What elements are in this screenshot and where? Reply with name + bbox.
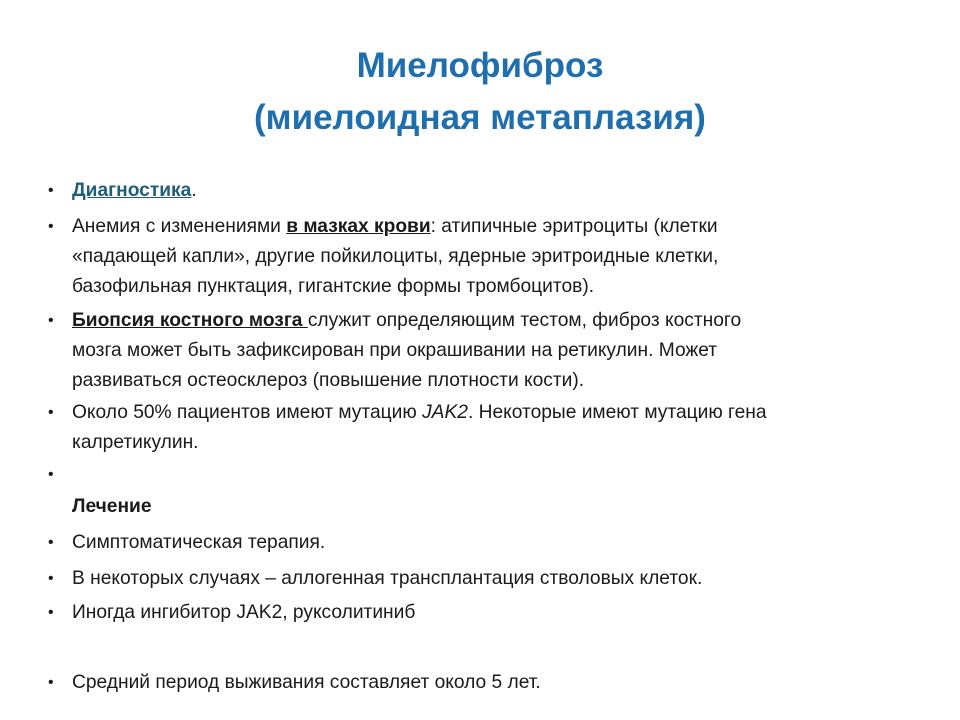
bullet-text: Иногда ингибитор JAK2, руксолитиниб bbox=[72, 602, 416, 623]
title-line-1: Миелофиброз bbox=[356, 46, 604, 85]
biopsy-line-3: развиваться остеосклероз (повышение плотности кости). bbox=[72, 370, 585, 391]
biopsy-bold: Биопсия костного мозга bbox=[72, 310, 308, 331]
treatment-heading: Лечение bbox=[72, 496, 152, 517]
bullet-dot: • bbox=[48, 570, 54, 587]
bullet-survival bbox=[48, 668, 898, 698]
anemia-line-3: базофильная пунктация, гигантские формы тромбоцитов). bbox=[72, 276, 595, 297]
slide-title bbox=[80, 40, 880, 144]
bullet-transplant bbox=[48, 564, 898, 594]
biopsy-rest: служит определяющим тестом, фиброз костного bbox=[307, 310, 742, 331]
mutation-pre: Около 50% пациентов имеют мутацию bbox=[72, 402, 423, 423]
anemia-bold: в мазках крови bbox=[286, 216, 431, 237]
anemia-line-2: «падающей капли», другие пойкилоциты, ядерные эритроидные клетки, bbox=[72, 246, 719, 267]
bullet-diagnostics bbox=[48, 176, 898, 206]
bullet-symptomatic bbox=[48, 528, 898, 558]
bullet-text bbox=[72, 398, 898, 458]
diagnostics-link[interactable]: Диагностика bbox=[72, 180, 192, 201]
bullet-dot: • bbox=[48, 674, 54, 691]
bullet-text: В некоторых случаях – аллогенная трансплантация стволовых клеток. bbox=[72, 568, 703, 589]
bullet-text: Средний период выживания составляет около 5 лет. bbox=[72, 672, 541, 693]
bullet-text bbox=[72, 212, 898, 302]
bullet-biopsy bbox=[48, 306, 898, 396]
bullet-dot: • bbox=[48, 218, 54, 235]
bullet-dot: • bbox=[48, 182, 54, 199]
bullet-text: Симптоматическая терапия. bbox=[72, 532, 326, 553]
bullet-dot: • bbox=[48, 404, 54, 421]
bullet-dot: • bbox=[48, 534, 54, 551]
biopsy-line-2: мозга может быть зафиксирован при окрашивании на ретикулин. Может bbox=[72, 340, 718, 361]
mutation-italic: JAK2 bbox=[422, 402, 468, 423]
bullet-dot: • bbox=[48, 466, 54, 483]
mutation-line-2: калретикулин. bbox=[72, 432, 199, 453]
title-line-2: (миелоидная метаплазия) bbox=[254, 98, 706, 137]
treatment-heading-row bbox=[48, 492, 898, 522]
bullet-text bbox=[72, 176, 898, 206]
anemia-pre: Анемия с изменениями bbox=[72, 216, 287, 237]
bullet-dot: • bbox=[48, 312, 54, 329]
diagnostics-tail: . bbox=[191, 180, 197, 201]
bullet-anemia bbox=[48, 212, 898, 302]
anemia-rest: : атипичные эритроциты (клетки bbox=[430, 216, 718, 237]
bullet-dot: • bbox=[48, 604, 54, 621]
bullet-text bbox=[72, 306, 898, 396]
mutation-rest: . Некоторые имеют мутацию гена bbox=[467, 402, 767, 423]
bullet-mutation bbox=[48, 398, 898, 458]
bullet-jak2-inhibitor bbox=[48, 598, 898, 628]
